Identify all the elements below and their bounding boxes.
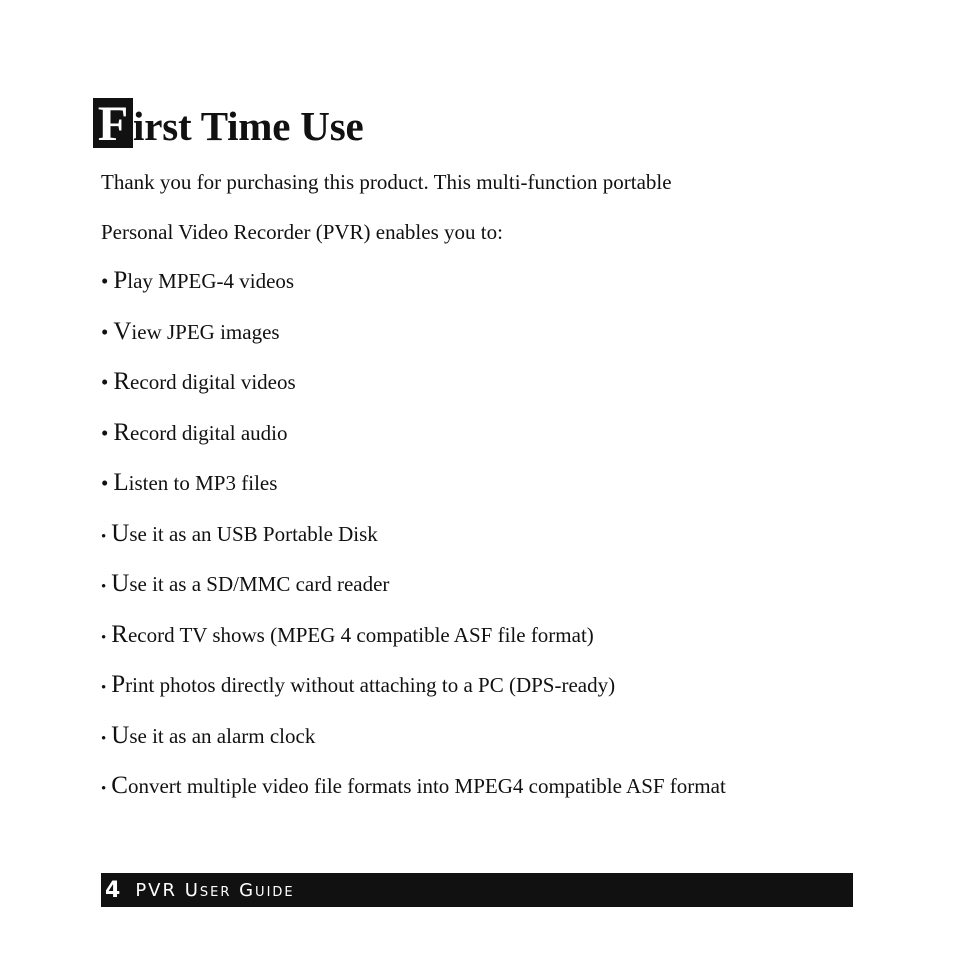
bullet-lead-letter: R — [113, 419, 131, 446]
bullet-marker: • — [101, 421, 109, 445]
list-item — [101, 622, 594, 651]
bullet-lead-letter: R — [113, 368, 131, 395]
page-title — [93, 95, 364, 151]
bullet-lead-letter: L — [113, 469, 129, 496]
bullet-marker: • — [101, 579, 107, 595]
page-title-text: irst Time Use — [133, 103, 364, 149]
bullet-marker: • — [101, 529, 107, 545]
intro-line-2: Personal Video Recorder (PVR) enables you to: — [101, 220, 503, 244]
bullet-text: se it as an USB Portable Disk — [129, 522, 378, 546]
list-item — [101, 470, 277, 496]
bullet-text: rint photos directly without attaching to a PC (DPS-ready) — [125, 673, 616, 697]
bullet-text: iew JPEG images — [131, 320, 280, 344]
list-item — [101, 723, 315, 752]
bullet-lead-letter: U — [111, 722, 130, 749]
page-footer — [101, 873, 853, 907]
bullet-marker: • — [101, 269, 109, 293]
bullet-text: onvert multiple video file formats into MPEG4 compatible ASF format — [127, 774, 726, 798]
bullet-text: ecord digital videos — [130, 370, 296, 394]
bullet-lead-letter: U — [111, 520, 130, 547]
list-item — [101, 268, 294, 294]
intro-line-1: Thank you for purchasing this product. This multi-function portable — [101, 170, 672, 194]
bullet-text: se it as a SD/MMC card reader — [129, 572, 390, 596]
list-item — [101, 571, 389, 600]
bullet-text: ecord digital audio — [130, 421, 288, 445]
bullet-marker: • — [101, 680, 107, 696]
list-item — [101, 773, 726, 802]
bullet-lead-letter: R — [111, 621, 128, 648]
bullet-text: lay MPEG-4 videos — [127, 269, 295, 293]
bullet-text: isten to MP3 files — [128, 471, 278, 495]
bullet-text: se it as an alarm clock — [129, 724, 316, 748]
list-item — [101, 319, 280, 345]
bullet-marker: • — [101, 320, 109, 344]
bullet-lead-letter: P — [113, 267, 128, 294]
list-item — [101, 369, 296, 395]
list-item — [101, 672, 615, 701]
bullet-marker: • — [101, 781, 107, 797]
bullet-lead-letter: V — [113, 318, 132, 345]
bullet-marker: • — [101, 731, 107, 747]
drop-cap: F — [93, 98, 133, 148]
bullet-lead-letter: C — [111, 772, 128, 799]
list-item — [101, 521, 378, 550]
bullet-marker: • — [101, 630, 107, 646]
page-number: 4 — [105, 877, 122, 903]
bullet-marker: • — [101, 370, 109, 394]
list-item — [101, 420, 288, 446]
guide-title: PVR User Guide — [135, 879, 295, 901]
bullet-marker: • — [101, 471, 109, 495]
bullet-lead-letter: P — [111, 671, 126, 698]
bullet-lead-letter: U — [111, 570, 130, 597]
bullet-text: ecord TV shows (MPEG 4 compatible ASF file format) — [127, 623, 594, 647]
